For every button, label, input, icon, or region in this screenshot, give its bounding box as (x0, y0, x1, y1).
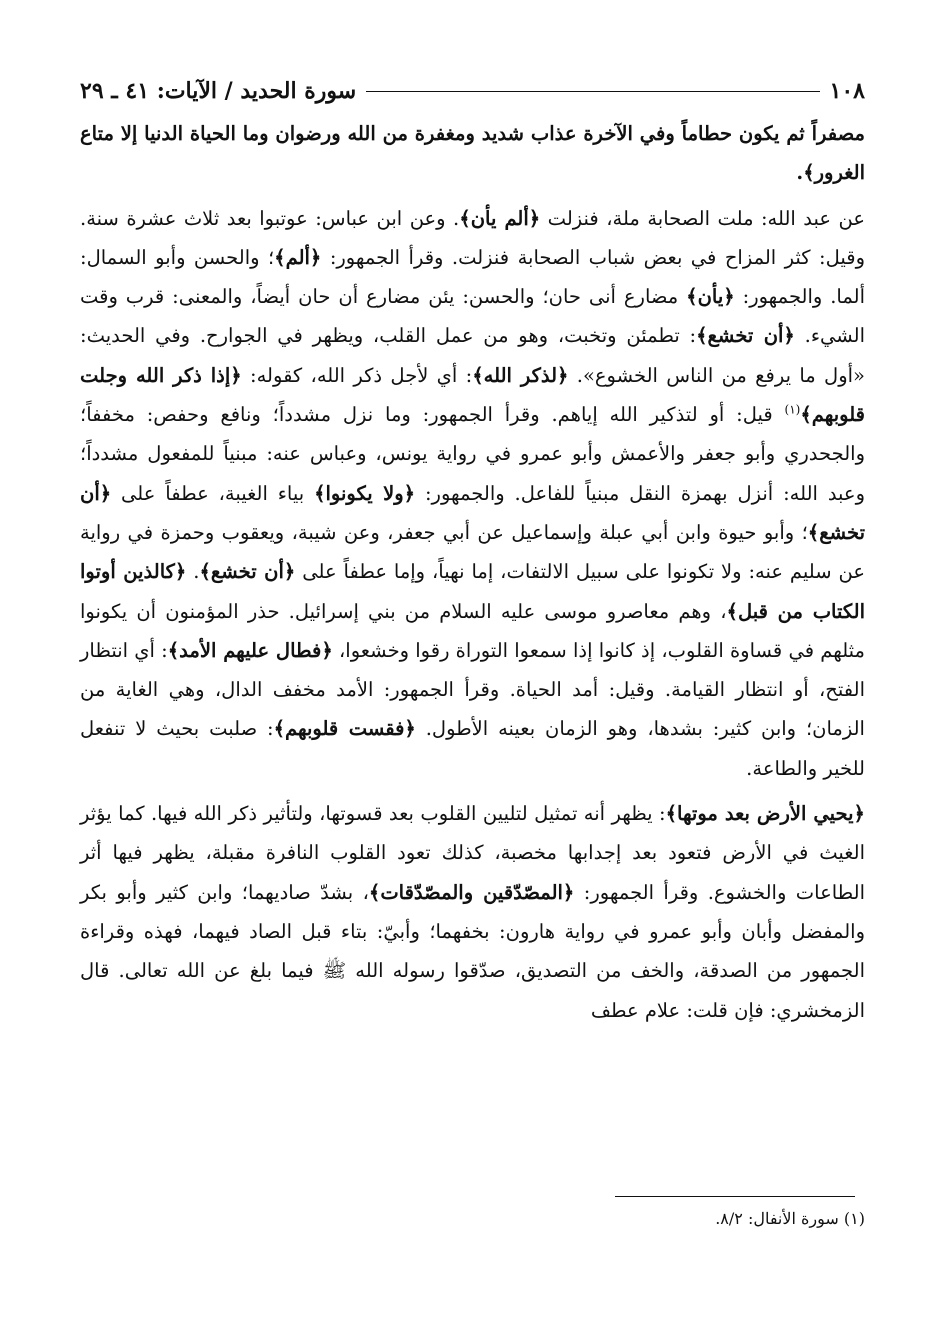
commentary-paragraph-2 (80, 794, 865, 1030)
text-segment: . وعن ابن عباس: عوتبوا بعد ثلاث عشرة سنة. وقيل: كثر المزاح في بعض شباب الصحابة فنزلت. وقرأ الجمهور: (80, 206, 865, 269)
quran-quote: ﴿أن تخشع﴾ (80, 481, 865, 544)
text-segment: مضارع أنى حان؛ والحسن: يئن مضارع أن حان أيضاً، والمعنى: قرب وقت الشيء. (80, 285, 865, 348)
footnote-ref[interactable]: (١) (784, 402, 801, 417)
quran-quote: ﴿أن تخشع﴾ (199, 560, 296, 584)
text-segment: : يظهر أنه تمثيل لتليين القلوب بعد قسوتها، ولتأثير ذكر الله فيها. كما يؤثر الغيث في الأرض فتعود بعد إجدابها مخصبة، كذلك تعود القلوب النافرة مقبلة، يظهر فيها أثر الطاعات والخشوع. وقرأ الجمهور: (80, 802, 865, 904)
quran-quote: ﴿يحيي الأرض بعد موتها﴾ (665, 802, 865, 826)
text-segment: ؛ وأبو حيوة وابن أبي عبلة وإسماعيل عن أبي جعفر، وعن شيبة، ويعقوب وحمزة في رواية عن سليم عنه: ولا تكونوا على سبيل الالتفات، إما نهياً، وإما عطفاً على (80, 520, 865, 584)
quran-quote: ﴿كالذين أوتوا الكتاب من قبل﴾ (80, 560, 866, 623)
text-segment: قيل: أو لتذكير الله إياهم. وقرأ الجمهور: وما نزل مشدداً؛ ونافع وحفص: مخففاً؛ والجحدري وأبو جعفر والأعمش وأبو عمرو في رواية يونس، وعباس عنه: مبنياً للمفعول مشدداً؛ وعبد الله: أنزل بهمزة النقل مبنياً للفاعل. والجمهور: (80, 403, 865, 505)
quran-quote: ﴿المصّدّقين والمصّدّقات﴾ (368, 880, 575, 904)
footnote-separator (615, 1196, 855, 1197)
text-segment: عن عبد الله: ملت الصحابة ملة، فنزلت (540, 206, 865, 230)
verse-lead: مصفراً ثم يكون حطاماً وفي الآخرة عذاب شديد ومغفرة من الله ورضوان وما الحياة الدنيا إلا متاع الغرور﴾. (80, 122, 865, 185)
footnote: (١) سورة الأنفال: ٨/٢. (715, 1209, 865, 1228)
text-segment: ، بشدّ صاديهما؛ وابن كثير وأبو بكر والمفضل وأبان وأبو عمرو في رواية هارون: بخفهما؛ وأبيّ: بتاء قبل الصاد فيهما، فهذه وقراءة الجمهور من الصدقة، والخف من التصديق، صدّقوا رسوله الله ﷺ فيما بلغ عن الله تعالى. قال الزمخشري: فإن قلت: علام عطف (80, 880, 865, 1022)
body-text (80, 114, 865, 1030)
running-header (80, 74, 865, 108)
commentary-paragraph-1 (80, 199, 865, 788)
quran-quote: ﴿إذا ذكر الله وجلت قلوبهم﴾ (80, 363, 865, 427)
header-title: سورة الحديد / الآيات: ٤١ ـ ٢٩ (80, 78, 357, 104)
header-rule (366, 91, 819, 92)
text-segment: ، وهم معاصرو موسى عليه السلام من بني إسرائيل. حذر المؤمنون أن يكونوا مثلهم في قساوة القلوب، إذ كانوا إذا سمعوا التوراة رقوا وخشعوا، (80, 599, 865, 662)
quran-quote: ﴿ولا يكونوا﴾ (314, 481, 416, 505)
quran-quote: ﴿فطال عليهم الأمد﴾ (167, 638, 333, 662)
text-segment: : أي انتظار الفتح، أو انتظار القيامة. وقيل: أمد الحياة. وقرأ الجمهور: الأمد مخفف الدال، وهي الغاية من الزمان؛ وابن كثير: بشدها، وهو الزمان بعينه الأطول. (80, 638, 865, 741)
text-segment: : تطمئن وتخبت، وهو من عمل القلب، ويظهر في الجوارح. وفي الحديث: «أول ما يرفع من الناس الخشوع». (80, 324, 865, 387)
text-segment: . (186, 560, 200, 584)
quran-quote: ﴿أن تخشع﴾ (696, 324, 795, 348)
quran-quote: ﴿ألم﴾ (274, 245, 322, 269)
page-number: ١٠٨ (829, 78, 865, 104)
text-segment: ؛ والحسن وأبو السمال: ألما. والجمهور: (80, 245, 865, 309)
quran-quote: ﴿فقست قلوبهم﴾ (273, 717, 416, 741)
text-segment: : أي لأجل ذكر الله، كقوله: (241, 363, 473, 387)
quran-quote: ﴿لذكر الله﴾ (472, 363, 569, 387)
text-segment: : صلبت بحيث لا تنفعل للخير والطاعة. (80, 717, 865, 780)
text-segment: بياء الغيبة، عطفاً على (111, 481, 315, 505)
quran-quote: ﴿ألم يأن﴾ (459, 206, 541, 230)
quran-quote: ﴿يأن﴾ (686, 285, 735, 309)
